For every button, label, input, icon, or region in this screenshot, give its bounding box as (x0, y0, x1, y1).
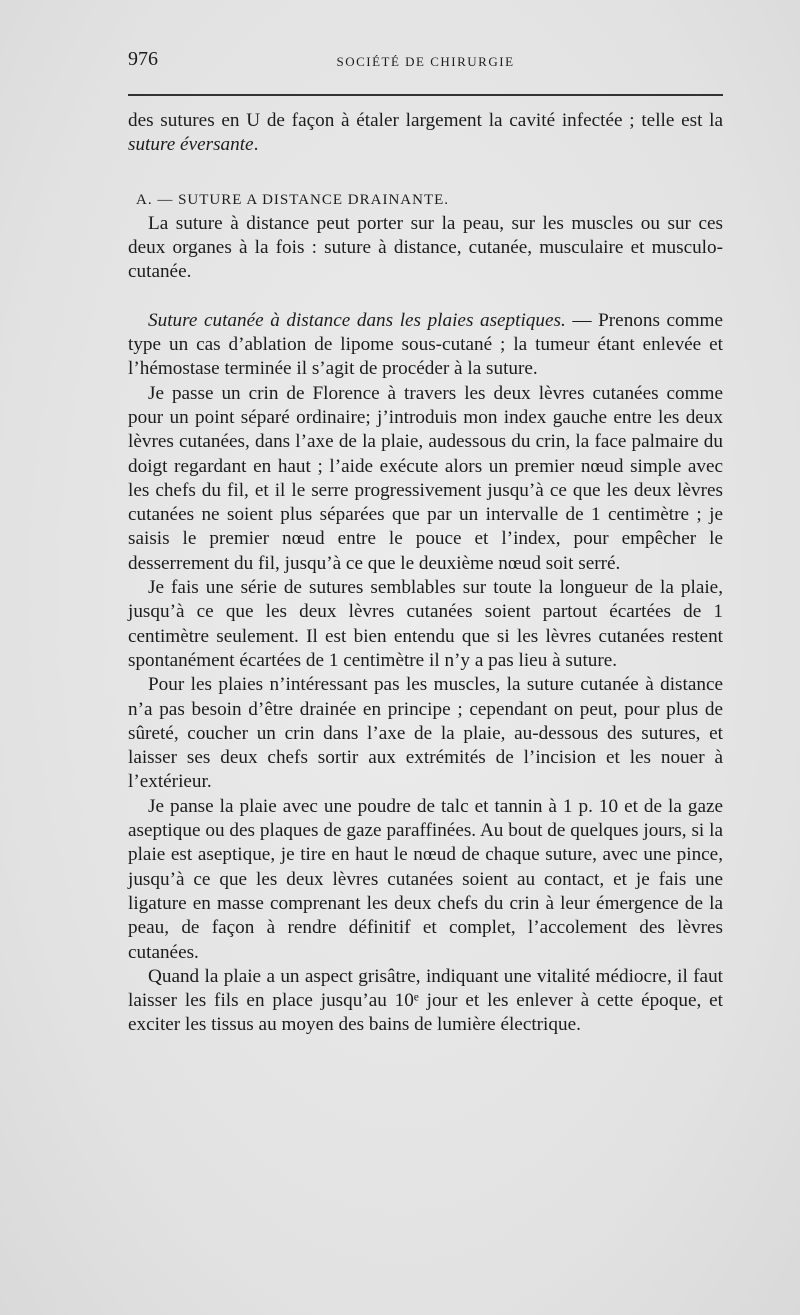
header-rule (128, 94, 723, 96)
paragraph: Suture cutanée à distance dans les plaies aseptiques. — Prenons comme type un cas d’ablation de lipome sous-cutané ; la tumeur étant enlevée et l’hémostase terminée il s’agit de procéder à la suture. (128, 309, 723, 380)
page-header (128, 48, 723, 78)
page-number: 976 (128, 48, 158, 70)
paragraph: Je fais une série de sutures semblables sur toute la longueur de la plaie, jusqu’à ce que les deux lèvres cutanées soient partout écartées de 1 centimètre seulement. Il est bien entendu que si les lèvres cutanées restent spontanément écartées de 1 centimètre il n’y a pas lieu à suture. (128, 577, 723, 671)
body-text (128, 109, 723, 1038)
paragraph: La suture à distance peut porter sur la peau, sur les muscles ou sur ces deux organes à la fois : suture à distance, cutanée, musculaire et musculo-cutanée. (128, 212, 723, 283)
italic-term: suture éversante (128, 134, 254, 156)
subsection-title: Suture cutanée à distance dans les plaies aseptiques. (148, 309, 566, 331)
paragraph: Je panse la plaie avec une poudre de talc et tannin à 1 p. 10 et de la gaze aseptique ou des plaques de gaze paraffinées. Au bout de quelques jours, si la plaie est aseptique, je tire en haut le nœud de chaque suture, avec une pince, jusqu’à ce que les deux lèvres cutanées soient au contact, et je fais une ligature en masse comprenant les deux chefs du crin à leur émergence de la peau, de façon à rendre définitif et complet, l’accolement des lèvres cutanées. (128, 795, 723, 963)
paragraph-continuation: des sutures en U de façon à étaler largement la cavité infectée ; telle est la suture éversante. (128, 110, 723, 156)
section-heading: A. — SUTURE A DISTANCE DRAINANTE. (136, 191, 450, 208)
paragraph: Quand la plaie a un aspect grisâtre, indiquant une vitalité médiocre, il faut laisser les fils en place jusqu’au 10ᵉ jour et les enlever à cette époque, et exciter les tissus au moyen des bains de lumière électrique. (128, 965, 723, 1036)
paragraph: Je passe un crin de Florence à travers les deux lèvres cutanées comme pour un point séparé ordinaire; j’introduis mon index gauche entre les deux lèvres cutanées, dans l’axe de la plaie, audessous du crin, la face palmaire du doigt regardant en haut ; l’aide exécute alors un premier nœud simple avec les chefs du fil, et il le serre progressivement jusqu’à ce que les deux lèvres cutanées ne soient plus séparées que par un intervalle de 1 centimètre ; je saisis le premier nœud entre le pouce et l’index, pour empêcher le desserrement du fil, jusqu’à ce que le deuxième nœud soit serré. (128, 382, 723, 574)
paragraph: Pour les plaies n’intéressant pas les muscles, la suture cutanée à distance n’a pas besoin d’être drainée en principe ; cependant on peut, pour plus de sûreté, coucher un crin dans l’axe de la plaie, au-dessous des sutures, et laisser ses deux chefs sortir aux extrémités de l’incision et les nouer à l’extérieur. (128, 674, 723, 793)
running-title: SOCIÉTÉ DE CHIRURGIE (336, 54, 515, 69)
